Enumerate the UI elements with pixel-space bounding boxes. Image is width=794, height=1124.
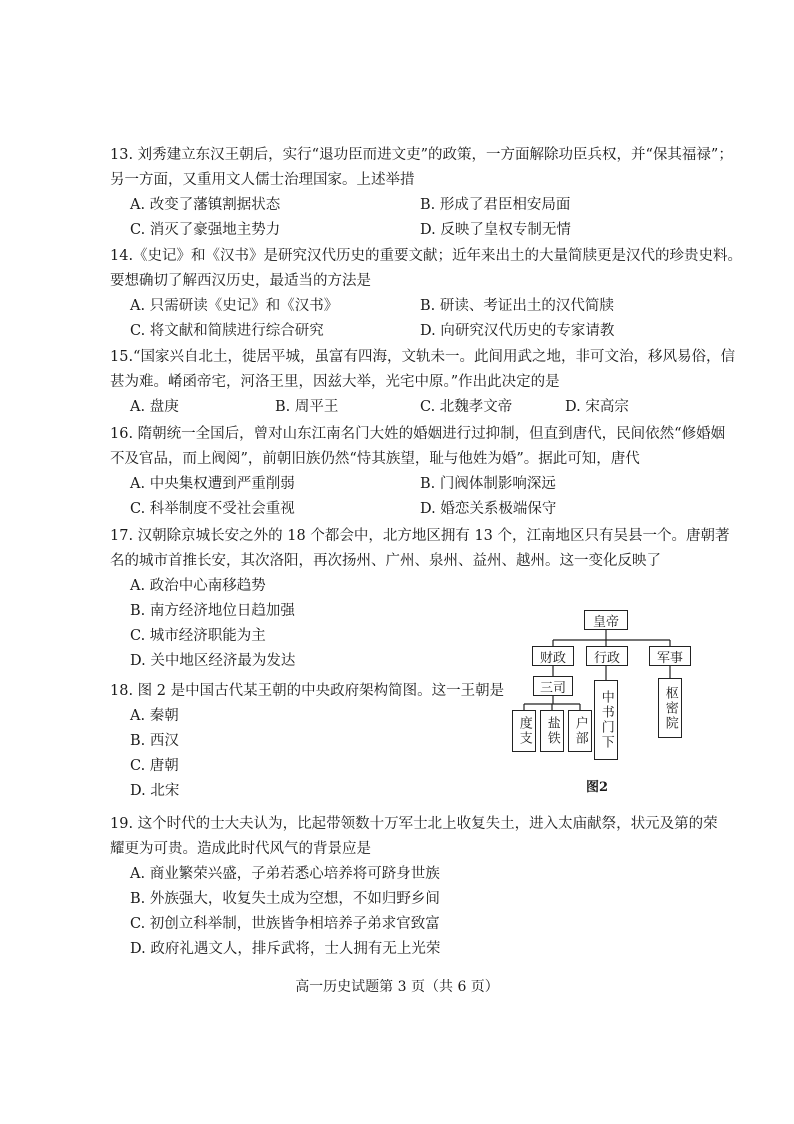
- option-b[interactable]: B. 研读、考证出土的汉代简牍: [420, 298, 614, 314]
- option-d[interactable]: D. 婚恋关系极端保守: [420, 501, 557, 517]
- diagram-node-sansi: 三司: [533, 676, 573, 696]
- question-stem-line: 18. 图 2 是中国古代某王朝的中央政府架构简图。这一王朝是: [110, 683, 505, 699]
- option-a[interactable]: A. 秦朝: [130, 708, 179, 724]
- government-structure-diagram: [500, 600, 710, 800]
- question-18: [110, 679, 505, 804]
- question-stem-line: 15.“国家兴自北土，徙居平城，虽富有四海，文轨未一。此间用武之地，非可文治，移风易俗，信: [110, 349, 735, 365]
- option-b[interactable]: B. 形成了君臣相安局面: [420, 197, 571, 213]
- diagram-node-finance: 财政: [532, 646, 574, 666]
- option-c[interactable]: C. 科举制度不受社会重视: [130, 501, 295, 517]
- question-13: [110, 143, 733, 243]
- diagram-node-zhongshumenxia: 中书门下: [594, 680, 618, 760]
- option-c[interactable]: C. 初创立科举制，世族皆争相培养子弟求官致富: [130, 916, 440, 932]
- question-16: [110, 422, 726, 522]
- question-19: [110, 812, 718, 962]
- question-stem-line: 要想确切了解西汉历史，最适当的方法是: [110, 273, 371, 289]
- diagram-node-emperor: 皇帝: [584, 610, 628, 630]
- option-d[interactable]: D. 北宋: [130, 783, 180, 799]
- option-d[interactable]: D. 向研究汉代历史的专家请教: [420, 323, 615, 339]
- option-c[interactable]: C. 北魏孝文帝: [420, 399, 513, 415]
- option-c[interactable]: C. 唐朝: [130, 758, 179, 774]
- option-c[interactable]: C. 消灭了豪强地主势力: [130, 222, 281, 238]
- option-a[interactable]: A. 盘庚: [130, 399, 179, 415]
- option-b[interactable]: B. 周平王: [275, 399, 339, 415]
- diagram-node-duzhi: 度支: [512, 710, 536, 752]
- option-c[interactable]: C. 城市经济职能为主: [130, 628, 266, 644]
- option-d[interactable]: D. 反映了皇权专制无情: [420, 222, 571, 238]
- diagram-node-yantie: 盐铁: [540, 710, 564, 752]
- page-footer: 高一历史试题第 3 页（共 6 页）: [295, 979, 499, 995]
- question-stem-line: 甚为难。崤函帝宅，河洛王里，因兹大举，光宅中原。”作出此决定的是: [110, 374, 560, 390]
- question-14: [110, 244, 743, 344]
- option-a[interactable]: A. 改变了藩镇割据状态: [130, 197, 281, 213]
- figure-caption: 图2: [586, 780, 609, 795]
- option-d[interactable]: D. 宋高宗: [565, 399, 629, 415]
- question-stem-line: 名的城市首推长安，其次洛阳，再次扬州、广州、泉州、益州、越州。这一变化反映了: [110, 553, 661, 569]
- option-a[interactable]: A. 只需研读《史记》和《汉书》: [130, 298, 339, 314]
- question-stem-line: 不及官品，而上阀阅”，前朝旧族仍然“恃其族望，耻与他姓为婚”。据此可知，唐代: [110, 451, 640, 467]
- question-stem-line: 19. 这个时代的士大夫认为，比起带领数十万军士北上收复失土，进入太庙献祭，状元及第的荣: [110, 816, 718, 832]
- option-b[interactable]: B. 南方经济地位日趋加强: [130, 603, 295, 619]
- option-a[interactable]: A. 商业繁荣兴盛，子弟若悉心培养将可跻身世族: [130, 866, 440, 882]
- question-15: [110, 345, 735, 420]
- option-b[interactable]: B. 门阀体制影响深远: [420, 476, 556, 492]
- question-stem-line: 14.《史记》和《汉书》是研究汉代历史的重要文献；近年来出土的大量简牍更是汉代的珍贵史料。: [110, 248, 743, 264]
- option-d[interactable]: D. 政府礼遇文人，排斥武将，士人拥有无上光荣: [130, 941, 441, 957]
- diagram-node-shumiyuan: 枢密院: [658, 678, 682, 738]
- option-c[interactable]: C. 将文献和简牍进行综合研究: [130, 323, 324, 339]
- diagram-node-administration: 行政: [586, 646, 628, 666]
- question-stem-line: 耀更为可贵。造成此时代风气的背景应是: [110, 841, 371, 857]
- option-b[interactable]: B. 西汉: [130, 733, 179, 749]
- question-stem-line: 17. 汉朝除京城长安之外的 18 个都会中，北方地区拥有 13 个，江南地区只有吴县一个。唐朝著: [110, 528, 730, 544]
- option-b[interactable]: B. 外族强大，收复失土成为空想，不如归野乡间: [130, 891, 440, 907]
- option-d[interactable]: D. 关中地区经济最为发达: [130, 653, 296, 669]
- question-stem-line: 13. 刘秀建立东汉王朝后，实行“退功臣而进文吏”的政策，一方面解除功臣兵权，并“保其福禄”；: [110, 147, 733, 163]
- question-stem-line: 16. 隋朝统一全国后，曾对山东江南名门大姓的婚姻进行过抑制，但直到唐代，民间依然“修婚姻: [110, 426, 726, 442]
- question-stem-line: 另一方面，又重用文人儒士治理国家。上述举措: [110, 172, 415, 188]
- diagram-node-hubu: 户部: [568, 710, 592, 752]
- option-a[interactable]: A. 中央集权遭到严重削弱: [130, 476, 295, 492]
- diagram-node-military: 军事: [649, 646, 691, 666]
- option-a[interactable]: A. 政治中心南移趋势: [130, 578, 266, 594]
